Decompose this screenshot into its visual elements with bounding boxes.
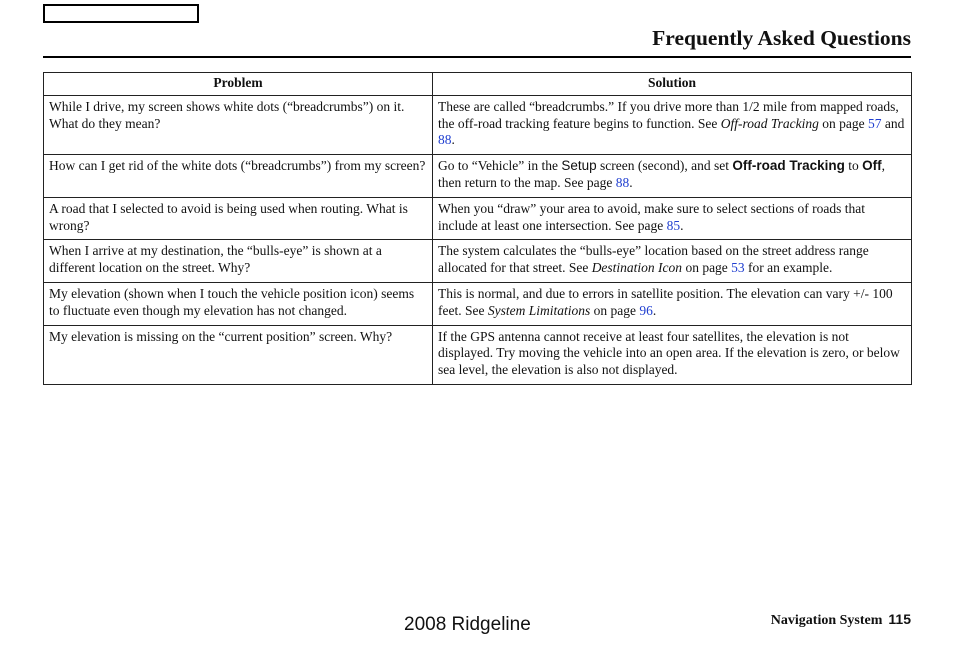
page-link[interactable]: 96	[639, 302, 653, 318]
faq-table	[43, 72, 912, 385]
footer-section	[771, 611, 911, 629]
table-row	[44, 240, 912, 283]
page-number: 115	[888, 611, 911, 627]
table-row	[44, 325, 912, 384]
page-link[interactable]: 88	[438, 132, 452, 148]
section-name: Navigation System	[770, 613, 883, 628]
solution-cell: When you “draw” your area to avoid, make sure to select sections of roads that include at least one intersection. See page 85.	[433, 197, 912, 240]
page-link[interactable]: 57	[868, 115, 882, 131]
problem-cell: My elevation (shown when I touch the vehicle position icon) seems to fluctuate even though my elevation has not changed.	[44, 282, 433, 325]
page-link[interactable]: 88	[615, 174, 630, 190]
problem-cell: How can I get rid of the white dots (“breadcrumbs”) from my screen?	[44, 155, 433, 198]
column-header-solution: Solution	[433, 73, 912, 96]
page-title: Frequently Asked Questions	[652, 26, 911, 50]
table-row	[44, 282, 912, 325]
page-link[interactable]: 53	[731, 260, 745, 276]
problem-cell: When I arrive at my destination, the “bulls-eye” is shown at a different location on the street. Why?	[44, 240, 433, 283]
page-link[interactable]: 85	[666, 217, 681, 233]
table-row	[44, 155, 912, 198]
table-row	[44, 95, 912, 154]
header-box	[43, 4, 199, 23]
footer-model: 2008 Ridgeline	[404, 614, 531, 635]
table-row	[44, 197, 912, 240]
problem-cell: My elevation is missing on the “current position” screen. Why?	[44, 325, 433, 384]
solution-cell: These are called “breadcrumbs.” If you drive more than 1/2 mile from mapped roads, the off-road tracking feature begins to function. See Off-road Tracking on page 57 and 88.	[433, 95, 912, 154]
solution-cell: This is normal, and due to errors in satellite position. The elevation can vary +/- 100 feet. See System Limitations on page 96.	[433, 282, 912, 325]
solution-cell: If the GPS antenna cannot receive at least four satellites, the elevation is not displayed. Try moving the vehicle into an open area. If the elevation is zero, or below sea level, the elevation is also not displayed.	[433, 325, 912, 384]
solution-cell: The system calculates the “bulls-eye” location based on the street address range allocated for that street. See Destination Icon on page 53 for an example.	[433, 240, 912, 283]
column-header-problem: Problem	[44, 73, 433, 96]
table-header-row	[44, 73, 912, 96]
problem-cell: While I drive, my screen shows white dots (“breadcrumbs”) on it. What do they mean?	[44, 95, 433, 154]
header-rule	[43, 56, 911, 58]
solution-cell: Go to “Vehicle” in the Setup screen (second), and set Off-road Tracking to Off, then return to the map. See page 88.	[433, 155, 912, 198]
problem-cell: A road that I selected to avoid is being used when routing. What is wrong?	[44, 197, 433, 240]
